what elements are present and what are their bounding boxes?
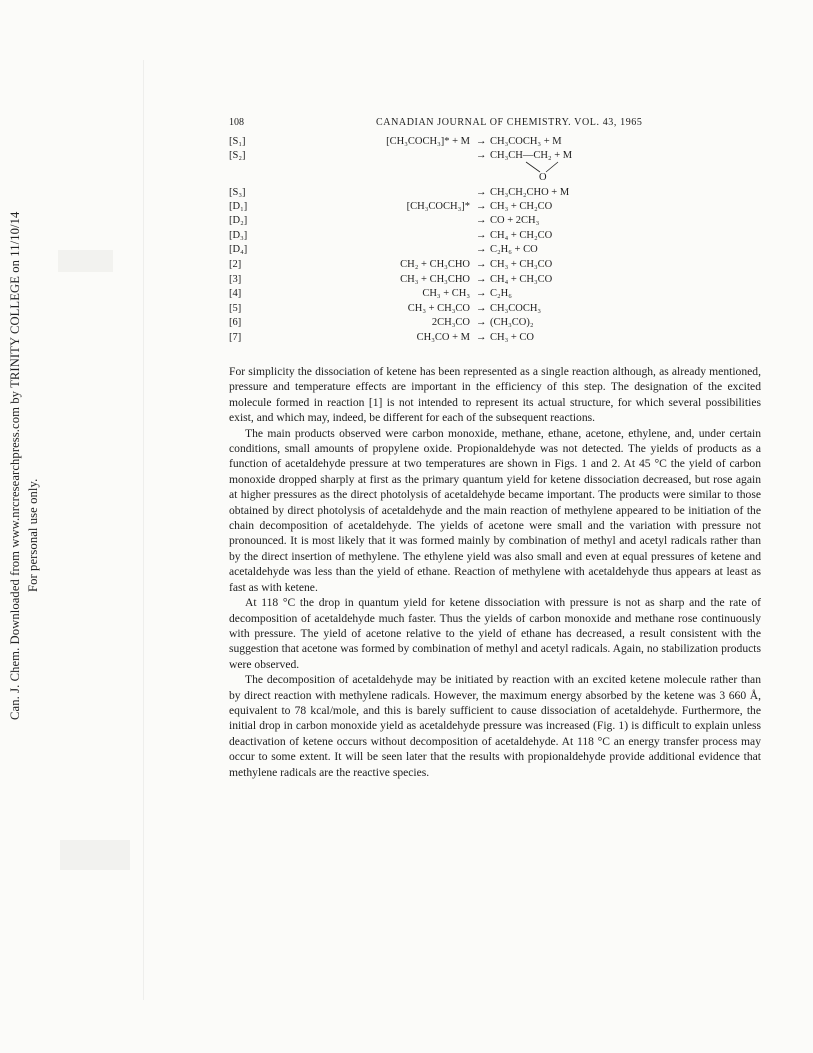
reaction-reactants: 2CH₃CO	[431, 317, 470, 328]
reaction-products: (CH₃CO)₂	[490, 317, 534, 328]
reaction-reactants: CH₃ + CH₃CO	[407, 303, 470, 314]
reaction-label: [D₃]	[229, 230, 248, 241]
reaction-products: CH₄ + CH₂CO	[490, 230, 553, 241]
reaction-label: [7]	[229, 332, 242, 343]
reaction-products: CH₃COCH₃ + M	[490, 136, 562, 147]
reaction-products: CH₃CH₂CHO + M	[490, 187, 570, 198]
reaction-arrow: →	[476, 317, 487, 328]
reaction-label: [D₄]	[229, 244, 248, 255]
reaction-reactants: [CH₃COCH₃]*	[406, 201, 470, 212]
paragraph: For simplicity the dissociation of ketene has been represented as a single reaction although, as already mentioned, pressure and temperature effects are important in the efficiency of this step. The designation of the excited molecule formed in reaction [1] is not intended to represent its actual structure, for which several possibilities exist, and which may, indeed, be different for each of the subsequent reactions.	[229, 365, 761, 425]
reaction-arrow: →	[476, 230, 487, 241]
paragraph: The main products observed were carbon monoxide, methane, ethane, acetone, ethylene, and, under certain conditions, small amounts of propylene oxide. Propionaldehyde was not detected. The yields of products as a function of acetaldehyde pressure at two temperatures are shown in Figs. 1 and 2. At 45 °C the yield of carbon monoxide dropped sharply at first as the primary quantum yield for ketene dissociation decreased, but rose again at higher pressures as the direct photolysis of acetaldehyde became important. The products were similar to those obtained by direct photolysis of acetaldehyde and the main reaction of methylene appeared to be initiation of the chain decomposition of acetaldehyde. The yields of acetone were small and the variation with pressure not pronounced. It is most likely that it was formed mainly by combination of methyl and acetyl radicals rather than by the direct insertion of methylene. The ethylene yield was also small and even at equal pressures of ketene and acetaldehyde was less than the yield of ethane. Reaction of methylene with acetaldehyde thus appears at least as fast as with ketene.	[229, 426, 761, 594]
reaction-label: [2]	[229, 259, 242, 270]
reaction-arrow: →	[476, 150, 487, 161]
reaction-arrow: →	[476, 201, 487, 212]
reaction-label: [4]	[229, 288, 242, 299]
reaction-products: CO + 2CH₃	[490, 215, 540, 226]
reaction-arrow: →	[476, 332, 487, 343]
reaction-products: CH₄ + CH₃CO	[490, 274, 553, 285]
reaction-products: CH₃ + CH₂CO	[490, 201, 553, 212]
reaction-label: [D₂]	[229, 215, 248, 226]
reaction-products: CH₃COCH₃	[490, 303, 542, 314]
paragraph: At 118 °C the drop in quantum yield for ketene dissociation with pressure is not as sharp and the rate of decomposition of acetaldehyde much faster. Thus the yields of carbon monoxide and methane rose continuously with pressure. The yield of acetone relative to the yield of ethane has decreased, a result consistent with the suggestion that acetone was formed by combination of methyl and acetyl radicals. Again, no stabilization products were observed.	[229, 596, 761, 671]
scan-mark	[60, 840, 130, 870]
reaction-arrow: →	[476, 136, 487, 147]
reaction-arrow: →	[476, 288, 487, 299]
reaction-products: CH₃CH—CH₂ + M	[490, 150, 573, 161]
reaction-label: [D₁]	[229, 201, 248, 212]
reaction-products: CH₃ + CO	[490, 332, 535, 343]
article-body	[229, 364, 761, 780]
reaction-arrow: →	[476, 259, 487, 270]
reaction-arrow: →	[476, 274, 487, 285]
reaction-reactants: CH₃CO + M	[416, 332, 470, 343]
reaction-label: [6]	[229, 317, 242, 328]
reaction-label: [5]	[229, 303, 242, 314]
reaction-reactants: CH₂ + CH₃CHO	[400, 259, 470, 270]
personal-use-notice: For personal use only.	[26, 478, 40, 592]
download-notice-line: Can. J. Chem. Downloaded from www.nrcresearchpress.com by TRINITY COLLEGE on 11/10/14	[8, 211, 22, 720]
paragraph: The decomposition of acetaldehyde may be initiated by reaction with an excited ketene molecule rather than by direct reaction with methylene radicals. However, the maximum energy absorbed by the ketene was 3 660 Å, equivalent to 78 kcal/mole, and this is barely sufficient to cause dissociation of acetaldehyde. Furthermore, the initial drop in carbon monoxide yield as acetaldehyde pressure was increased (Fig. 1) is difficult to explain unless deactivation of ketene occurs without decomposition of acetaldehyde. At 118 °C an energy transfer process may occur to some extent. It will be seen later that the results with propionaldehyde provide additional evidence that methylene radicals are the reactive species.	[229, 673, 761, 779]
reaction-label: [S₃]	[229, 187, 246, 198]
running-head: CANADIAN JOURNAL OF CHEMISTRY. VOL. 43, 1965	[376, 117, 643, 128]
reaction-scheme	[0, 0, 813, 360]
reaction-reactants: CH₃ + CH₃CHO	[400, 274, 470, 285]
page-number: 108	[229, 117, 244, 128]
reaction-reactants: CH₃ + CH₃	[422, 288, 470, 299]
reaction-arrow: →	[476, 215, 487, 226]
reaction-label: [S₁]	[229, 136, 246, 147]
reaction-products: C₂H₆ + CO	[490, 244, 538, 255]
epoxide-oxygen: O	[539, 172, 547, 183]
reaction-arrow: →	[476, 303, 487, 314]
reaction-label: [3]	[229, 274, 242, 285]
reaction-products: C₂H₆	[490, 288, 512, 299]
reaction-arrow: →	[476, 187, 487, 198]
reaction-arrow: →	[476, 244, 487, 255]
reaction-label: [S₂]	[229, 150, 246, 161]
reaction-reactants: [CH₃COCH₃]* + M	[386, 136, 470, 147]
reaction-products: CH₃ + CH₃CO	[490, 259, 553, 270]
